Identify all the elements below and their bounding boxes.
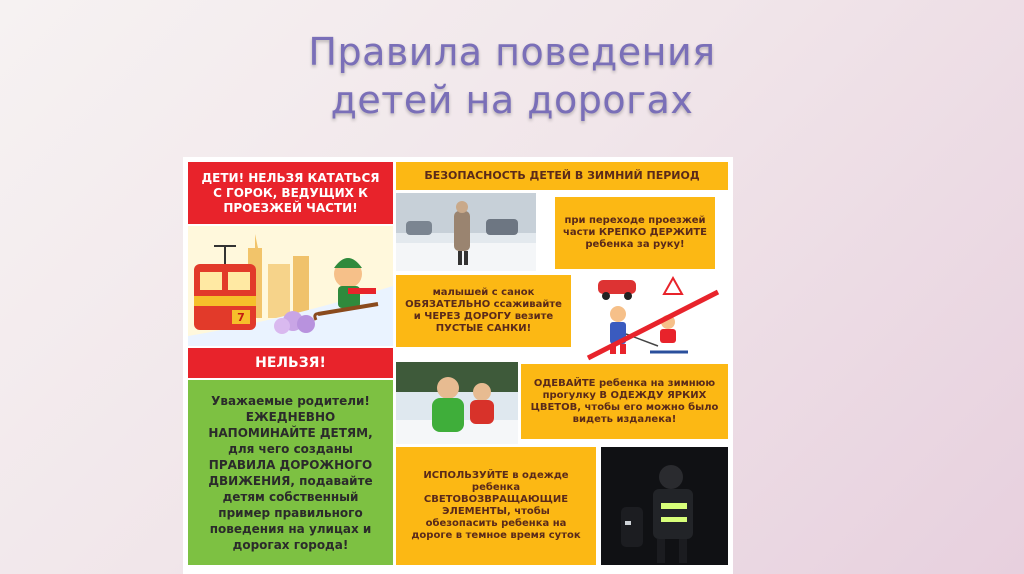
nelzya-text: НЕЛЬЗЯ! (255, 355, 326, 371)
sled-instruction-box (396, 275, 571, 347)
parents-text: Уважаемые родители! ЕЖЕДНЕВНО НАПОМИНАЙТЕ ДЕТЯМ, для чего созданы ПРАВИЛА ДОРОЖНОГО ДВИЖЕНИЯ, подавайте детям собственный пример правильного поведения на улицах и дорогах города! (208, 393, 373, 552)
winter-street-photo (396, 193, 536, 271)
children-snow-image (396, 362, 518, 444)
slide-title-line1: Правила поведения (308, 30, 716, 74)
sled-warning-illustration (578, 272, 728, 362)
winter-header-text: БЕЗОПАСНОСТЬ ДЕТЕЙ В ЗИМНИЙ ПЕРИОД (424, 169, 700, 182)
bright-clothes-text: ОДЕВАЙТЕ ребенка на зимнюю прогулку В ОДЕЖДУ ЯРКИХ ЦВЕТОВ, чтобы его можно было видеть издалека! (530, 377, 719, 425)
parents-box (188, 380, 393, 565)
night-reflective-image (601, 447, 728, 565)
nelzya-banner (188, 348, 393, 378)
night-reflective-photo (601, 447, 728, 565)
winter-header-box (396, 162, 728, 190)
hold-hand-box (555, 197, 715, 269)
winter-street-image (396, 193, 536, 271)
tram-sledding-image (188, 226, 393, 346)
hold-hand-text: при переходе проезжей части КРЕПКО ДЕРЖИТЕ ребенка за руку! (563, 215, 708, 250)
slide-title (0, 28, 1024, 124)
bright-clothes-box (521, 364, 728, 439)
tram-number: 7 (237, 311, 245, 324)
slide-title-line2: детей на дорогах (330, 78, 694, 122)
warning-sledding-box (188, 162, 393, 224)
warning-sledding-text: ДЕТИ! НЕЛЬЗЯ КАТАТЬСЯ С ГОРОК, ВЕДУЩИХ К ПРОЕЗЖЕЙ ЧАСТИ! (201, 170, 380, 215)
children-snow-photo (396, 362, 518, 444)
safety-poster (183, 157, 733, 574)
sled-crossed-image (578, 272, 728, 362)
sled-instruction-text: малышей с санок ОБЯЗАТЕЛЬНО ссаживайте и ЧЕРЕЗ ДОРОГУ везите ПУСТЫЕ САНКИ! (405, 287, 562, 334)
reflective-elements-text: ИСПОЛЬЗУЙТЕ в одежде ребенка СВЕТОВОЗВРАЩАЮЩИЕ ЭЛЕМЕНТЫ, чтобы обезопасить ребенка на дороге в темное время суток (411, 470, 581, 541)
tram-sledding-illustration (188, 226, 393, 346)
reflective-elements-box (396, 447, 596, 565)
